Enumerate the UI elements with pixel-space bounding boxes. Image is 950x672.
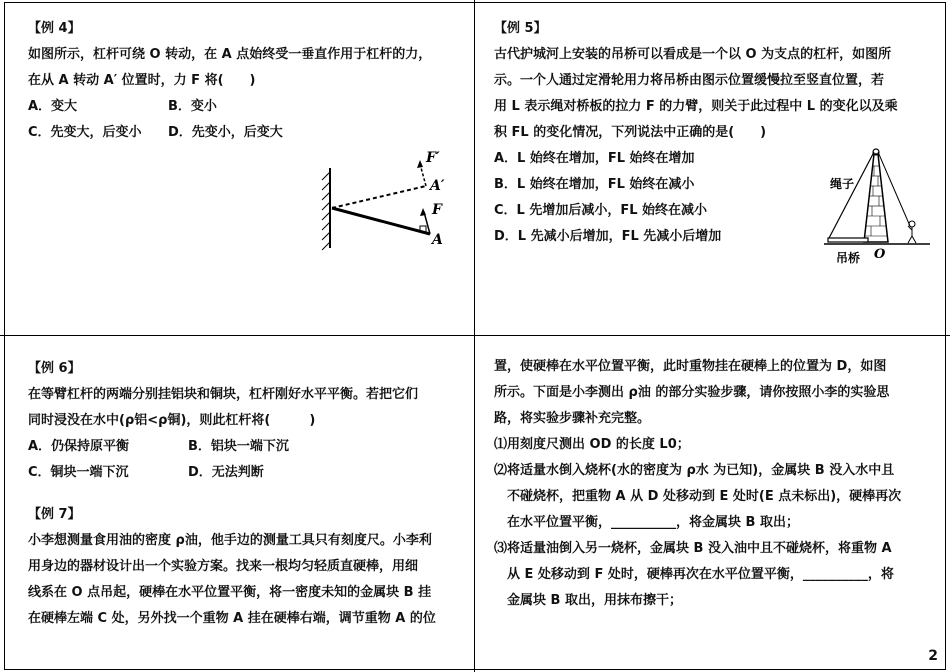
option-d: D．无法判断 [188, 465, 264, 480]
option-b: B．铝块一端下沉 [188, 439, 289, 454]
example-6-title: 【例 6】 [28, 361, 81, 376]
example-7-line-1: 小李想测量食用油的密度 ρ油，他手边的测量工具只有刻度尺。小李利 [28, 533, 432, 548]
example-4-panel [28, 16, 431, 146]
drawbridge-figure [824, 140, 934, 268]
example-7-line-2: 用身边的器材设计出一个实验方案。找来一根均匀轻质直硬棒，用细 [28, 559, 419, 574]
example-5-title: 【例 5】 [494, 21, 547, 36]
example-6-panel [28, 356, 418, 486]
label-rope: 绳子 [830, 177, 855, 191]
example-7-title: 【例 7】 [28, 507, 81, 522]
horizontal-divider [0, 335, 950, 336]
step-2-line-3: 在水平位置平衡，__________，将金属块 B 取出； [494, 515, 799, 530]
example-4-line-2: 在从 A 转动 A′ 位置时，力 F 将( ) [28, 73, 256, 88]
option-b: B．变小 [168, 99, 217, 114]
example-6-line-1: 在等臂杠杆的两端分别挂铝块和铜块，杠杆刚好水平平衡。若把它们 [28, 387, 419, 402]
example-7-continuation-panel [494, 354, 901, 614]
example-6-options-row-1 [28, 434, 418, 460]
lever-figure [318, 148, 458, 258]
label-a-prime: A′ [430, 178, 445, 194]
option-c: C．铜块一端下沉 [28, 465, 129, 480]
continuation-line-1: 置，使硬棒在水平位置平衡，此时重物挂在硬棒上的位置为 D，如图 [494, 359, 887, 374]
example-6-options-row-2 [28, 460, 418, 486]
continuation-line-3: 路，将实验步骤补充完整。 [494, 411, 651, 426]
example-5-line-1: 古代护城河上安装的吊桥可以看成是一个以 O 为支点的杠杆，如图所 [494, 47, 892, 62]
example-4-options-row-2 [28, 120, 431, 146]
example-7-line-3: 线系在 O 点吊起，硬棒在水平位置平衡，将一密度未知的金属块 B 挂 [28, 585, 432, 600]
step-1: ⑴用刻度尺测出 OD 的长度 L0； [494, 437, 690, 452]
page-number: 2 [928, 648, 938, 664]
option-a: A．变大 [28, 99, 78, 114]
label-pivot-o: O [874, 247, 886, 262]
option-d: D．L 先减小后增加，FL 先减小后增加 [494, 229, 722, 244]
example-4-title: 【例 4】 [28, 21, 81, 36]
label-a: A [432, 232, 443, 248]
label-f: F [432, 202, 442, 218]
option-a: A．L 始终在增加，FL 始终在增加 [494, 151, 695, 166]
example-6-line-2: 同时浸没在水中(ρ铝<ρ铜)，则此杠杆将( ) [28, 413, 316, 428]
lever-rotated [332, 186, 426, 208]
step-2-line-1: ⑵将适量水倒入烧杯(水的密度为 ρ水 为已知)，金属块 B 没入水中且 [494, 463, 895, 478]
vertical-divider [474, 0, 475, 672]
example-4-options-row-1 [28, 94, 431, 120]
option-c: C．先变大，后变小 [28, 125, 142, 140]
option-c: C．L 先增加后减小，FL 始终在减小 [494, 203, 708, 218]
example-7-line-4: 在硬棒左端 C 处，另外找一个重物 A 挂在硬棒右端，调节重物 A 的位 [28, 611, 436, 626]
bridge-plank [828, 238, 868, 242]
example-7-panel [28, 502, 436, 632]
step-2-line-2: 不碰烧杯，把重物 A 从 D 处移动到 E 处时(E 点未标出)，硬棒再次 [494, 489, 902, 504]
option-d: D．先变小，后变大 [168, 125, 283, 140]
example-5-line-4: 积 FL 的变化情况，下列说法中正确的是( ) [494, 125, 767, 140]
example-5-line-2: 示。一个人通过定滑轮用力将吊桥由图示位置缓慢拉至竖直位置，若 [494, 73, 885, 88]
example-5-line-3: 用 L 表示绳对桥板的拉力 F 的力臂，则关于此过程中 L 的变化以及乘 [494, 99, 898, 114]
example-4-line-1: 如图所示，杠杆可绕 O 转动，在 A 点始终受一垂直作用于杠杆的力， [28, 47, 432, 62]
label-f-prime: F′ [426, 150, 440, 166]
step-3-line-2: 从 E 处移动到 F 处时，硬棒再次在水平位置平衡，__________，将 [494, 567, 894, 582]
step-3-line-3: 金属块 B 取出，用抹布擦干； [494, 593, 682, 608]
label-bridge: 吊桥 [836, 251, 861, 265]
lever-current [332, 208, 430, 234]
continuation-line-2: 所示。下面是小李测出 ρ油 的部分实验步骤，请你按照小李的实验思 [494, 385, 890, 400]
option-b: B．L 始终在增加，FL 始终在减小 [494, 177, 695, 192]
step-3-line-1: ⑶将适量油倒入另一烧杯，金属块 B 没入油中且不碰烧杯，将重物 A [494, 541, 892, 556]
option-a: A．仍保持原平衡 [28, 439, 130, 454]
